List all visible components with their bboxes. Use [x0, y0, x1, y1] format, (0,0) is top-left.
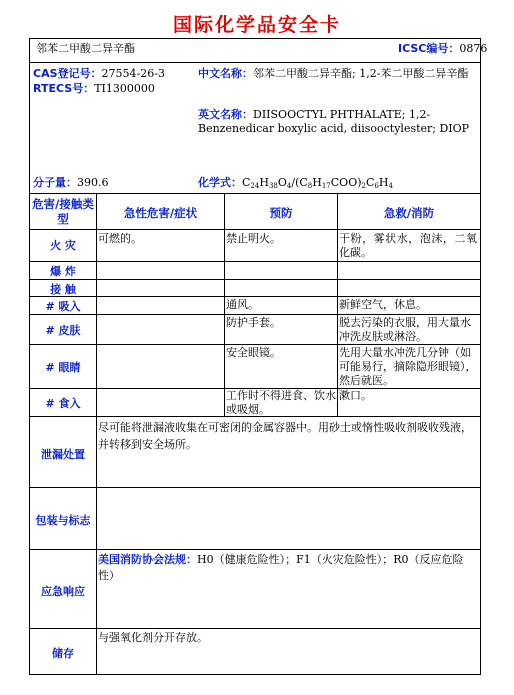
- spill-label: 泄漏处置: [41, 448, 85, 461]
- storage-label: 储存: [52, 647, 74, 660]
- row-label-exposure: 接 触: [50, 283, 76, 296]
- fire-aid: 干粉，雾状水，泡沫，二氧化碳。: [339, 232, 477, 259]
- molecular-weight: [33, 176, 109, 190]
- cas-value: 27554-26-3: [101, 67, 165, 80]
- formula-label: 化学式：: [198, 176, 242, 189]
- col-divider: [96, 193, 97, 675]
- row-label-explosion: 爆 炸: [50, 265, 76, 278]
- ingestion-aid: 漱口。: [339, 389, 372, 402]
- col-divider: [337, 193, 338, 416]
- chemical-name: 邻苯二甲酸二异辛酯: [36, 42, 135, 55]
- fire-prevention: 禁止明火。: [226, 232, 281, 245]
- header-hazard-type: 危害/接触类型: [32, 197, 94, 226]
- eyes-prevention: 安全眼镜。: [226, 346, 281, 359]
- emergency-label: 应急响应: [41, 585, 85, 598]
- header-symptoms: 急性危害/症状: [123, 206, 198, 220]
- inhalation-aid: 新鲜空气，休息。: [339, 298, 427, 311]
- nfpa-label: 美国消防协会法规：: [98, 553, 197, 566]
- chemical-formula: [198, 176, 393, 190]
- spill-text: 尽可能将泄漏液收集在可密闭的金属容器中。用砂土或惰性吸收剂吸收残液，并转移到安全场所。: [98, 421, 472, 451]
- english-name: [198, 108, 476, 136]
- nfpa-ratings: H0（健康危险性）；F1（火灾危险性）；R0（反应危险性）: [98, 553, 464, 582]
- fire-symptoms: 可燃的。: [98, 232, 142, 245]
- packaging-label: 包装与标志: [35, 514, 91, 527]
- cas-number: [33, 67, 165, 81]
- eyes-aid: 先用大量水冲洗几分钟（如可能易行，摘除隐形眼镜），然后就医。: [339, 346, 477, 387]
- cn-label: 中文名称：: [198, 67, 253, 80]
- header-first-aid: 急救/消防: [383, 206, 435, 220]
- inhalation-prevention: 通风。: [226, 298, 259, 311]
- rtecs-number: [33, 82, 155, 96]
- cas-label: CAS登记号：: [33, 67, 102, 80]
- icsc-label: ICSC编号：: [398, 42, 460, 55]
- en-label: 英文名称：: [198, 108, 253, 121]
- mw-label: 分子量：: [33, 176, 77, 189]
- row-label-fire: 火 灾: [50, 239, 76, 252]
- header-prevention: 预防: [269, 206, 293, 220]
- skin-aid: 脱去污染的衣服，用大量水冲洗皮肤或淋浴。: [339, 316, 471, 343]
- icsc-number: [398, 42, 488, 56]
- rtecs-label: RTECS号：: [33, 82, 95, 95]
- col-divider: [224, 193, 225, 416]
- row-label-eyes: # 眼睛: [45, 361, 81, 374]
- formula-value: $C_{24}H_{38}O_4/(C_8H_{17}COO)_2C_6H_4$: [242, 176, 393, 190]
- chinese-name: [198, 67, 476, 81]
- rtecs-value: TI1300000: [94, 82, 155, 95]
- emergency-text: [98, 552, 477, 584]
- cn-value: 邻苯二甲酸二异辛酯; 1,2-苯二甲酸二异辛酯: [253, 67, 469, 80]
- ingestion-prevention: 工作时不得进食、饮水或吸烟。: [226, 389, 336, 416]
- divider: [29, 62, 481, 63]
- mw-value: 390.6: [77, 176, 109, 189]
- row-label-ingestion: # 食入: [45, 397, 81, 410]
- row-label-skin: # 皮肤: [45, 324, 81, 337]
- skin-prevention: 防护手套。: [226, 316, 281, 329]
- row-label-inhalation: # 吸入: [45, 300, 81, 313]
- icsc-value: 0876: [459, 42, 488, 55]
- card-title: 国际化学品安全卡: [172, 14, 341, 36]
- storage-text: 与强氧化剂分开存放。: [98, 631, 208, 644]
- en-value: DIISOOCTYL PHTHALATE; 1,2-Benzenedicar boxylic acid, diisooctylester; DIOP: [198, 108, 470, 135]
